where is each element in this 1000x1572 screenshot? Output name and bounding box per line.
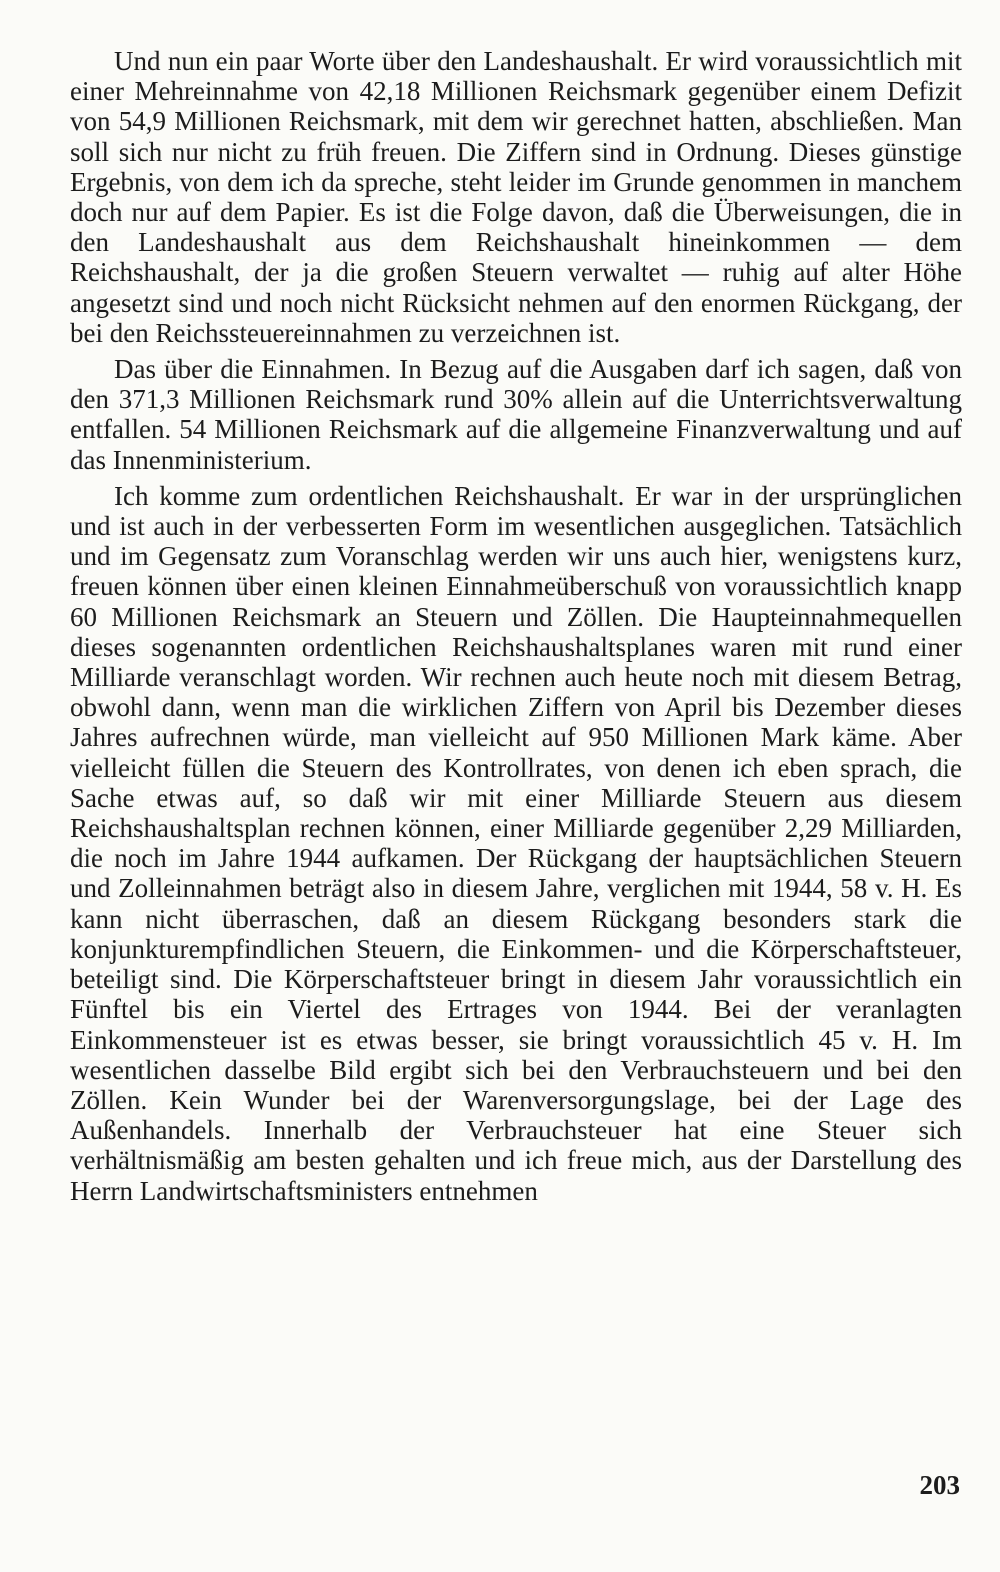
paragraph-reichshaushalt: Ich komme zum ordentlichen Reichshaushalt. Er war in der ursprünglichen und ist auch in der verbesserten Form im wesentlichen ausgeglichen. Tatsächlich und im Gegensatz zum Voranschlag werden wir uns auch hier, wenigstens kurz, freuen können über einen kleinen Einnahmeüberschuß von voraussichtlich knapp 60 Millionen Reichsmark an Steuern und Zöllen. Die Haupteinnahmequellen dieses sogenannten ordentlichen Reichshaushaltsplanes waren mit rund einer Milliarde veranschlagt worden. Wir rechnen auch heute noch mit diesem Betrag, obwohl dann, wenn man die wirklichen Ziffern von April bis Dezember dieses Jahres aufrechnen würde, man vielleicht auf 950 Millionen Mark käme. Aber vielleicht füllen die Steuern des Kontrollrates, von denen ich eben sprach, die Sache etwas auf, so daß wir mit einer Milliarde Steuern aus diesem Reichshaushaltsplan rechnen können, einer Milliarde gegenüber 2,29 Milliarden, die noch im Jahre 1944 aufkamen. Der Rückgang der hauptsächlichen Steuern und Zolleinnahmen beträgt also in diesem Jahre, verglichen mit 1944, 58 v. H. Es kann nicht überraschen, daß an diesem Rückgang besonders stark die konjunkturempfindlichen Steuern, die Einkommen- und die Körperschaftsteuer, beteiligt sind. Die Körperschaftsteuer bringt in diesem Jahr voraussichtlich ein Fünftel bis ein Viertel des Ertrages von 1944. Bei der veranlagten Einkommensteuer ist es etwas besser, sie bringt voraussichtlich 45 v. H. Im wesentlichen dasselbe Bild ergibt sich bei den Verbrauchsteuern und bei den Zöllen. Kein Wunder bei der Warenversorgungslage, bei der Lage des Außenhandels. Innerhalb der Verbrauchsteuer hat eine Steuer sich verhältnismäßig am besten gehalten und ich freue mich, aus der Darstellung des Herrn Landwirtschaftsministers entnehmen bbox=[70, 480, 962, 1206]
paragraph-landeshaushalt: Und nun ein paar Worte über den Landeshaushalt. Er wird voraussichtlich mit einer Mehreinnahme von 42,18 Millionen Reichsmark gegenüber einem Defizit von 54,9 Millionen Reichsmark, mit dem wir gerechnet hatten, abschließen. Man soll sich nur nicht zu früh freuen. Die Ziffern sind in Ordnung. Dieses günstige Ergebnis, von dem ich da spreche, steht leider im Grunde genommen in manchem doch nur auf dem Papier. Es ist die Folge davon, daß die Überweisungen, die in den Landeshaushalt aus dem Reichshaushalt hineinkommen — dem Reichshaushalt, der ja die großen Steuern verwaltet — ruhig auf alter Höhe angesetzt sind und noch nicht Rücksicht nehmen auf den enormen Rückgang, der bei den Reichssteuereinnahmen zu verzeichnen ist. bbox=[70, 46, 962, 348]
paragraph-einnahmen-ausgaben: Das über die Einnahmen. In Bezug auf die Ausgaben darf ich sagen, daß von den 371,3 Millionen Reichsmark rund 30% allein auf die Unterrichtsverwaltung entfallen. 54 Millionen Reichsmark auf die allgemeine Finanzverwaltung und auf das Innenministerium. bbox=[70, 354, 962, 475]
body-text bbox=[70, 46, 962, 1206]
page-number: 203 bbox=[919, 1470, 960, 1500]
